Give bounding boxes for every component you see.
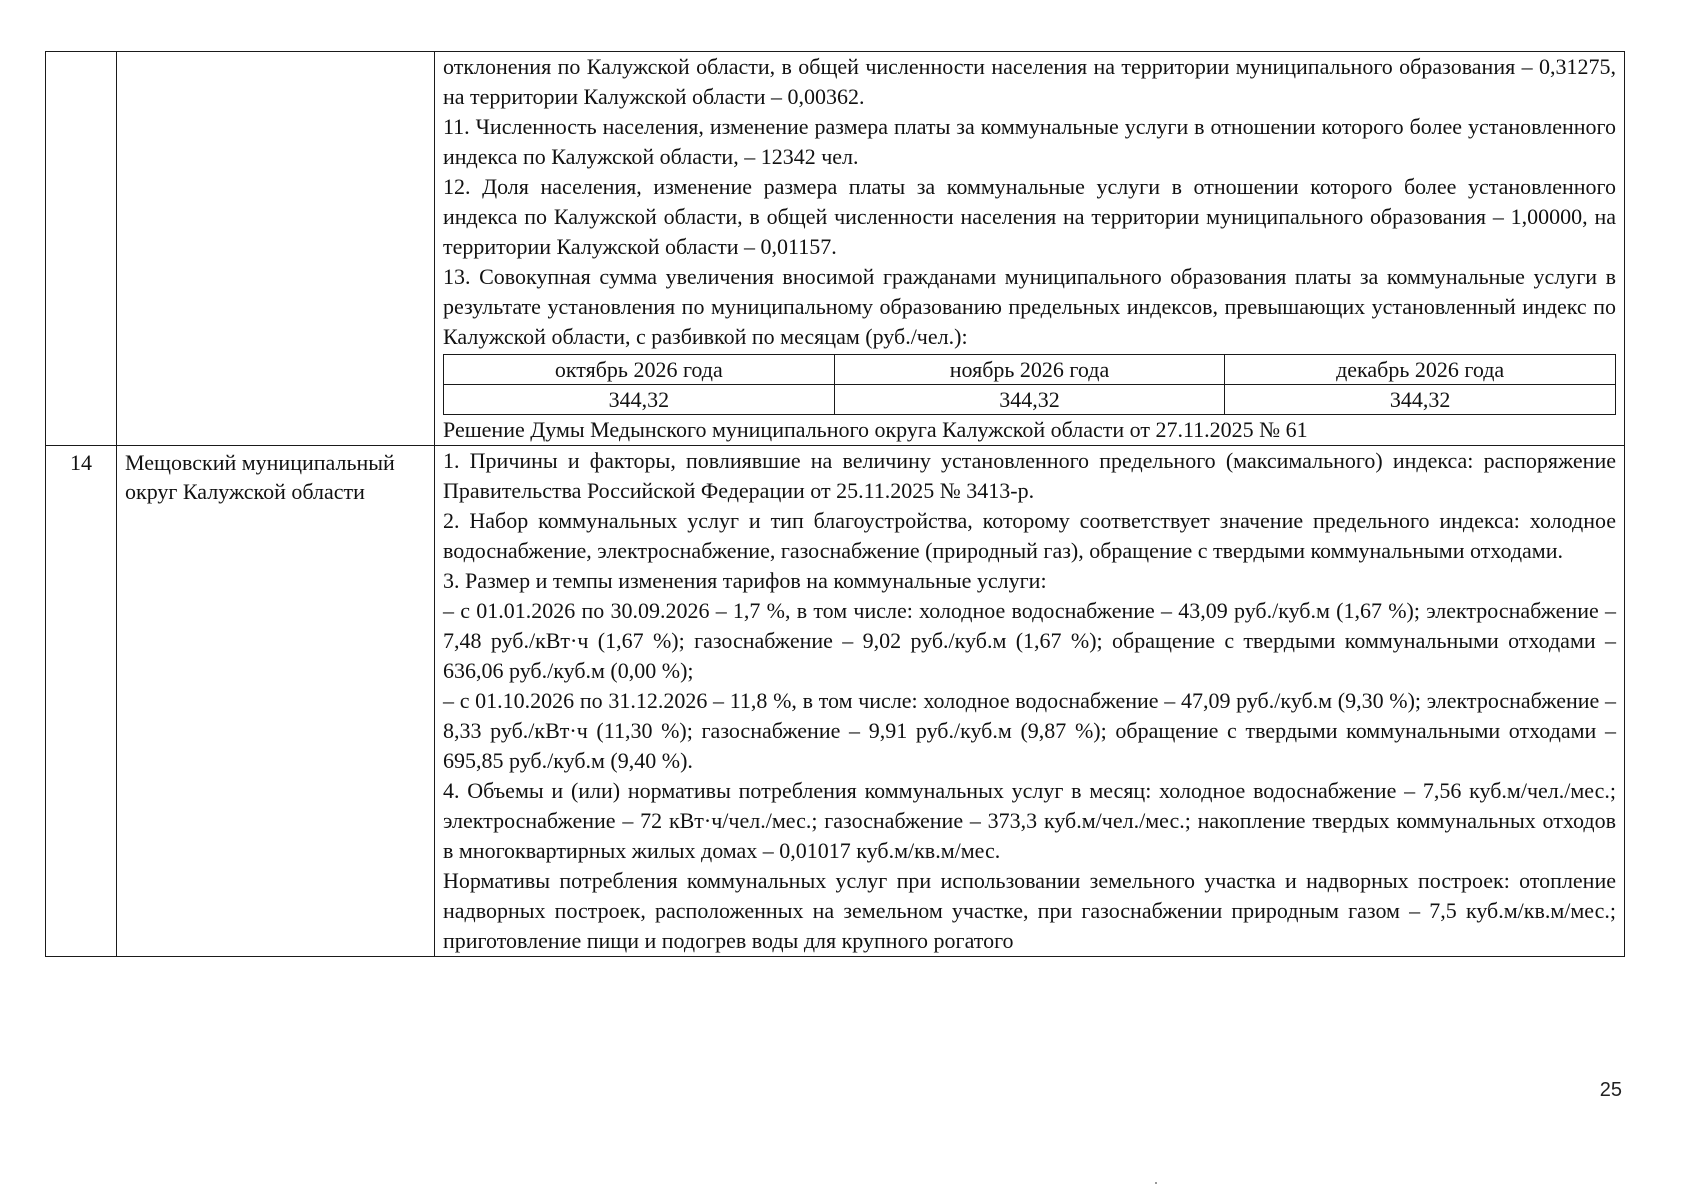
table-row-14 [46,446,1625,957]
item-3-period-2: – с 01.10.2026 по 31.12.2026 – 11,8 %, в том числе: холодное водоснабжение – 47,09 руб./куб.м (9,30 %); электроснабжение – 8,33 руб./кВт·ч (11,30 %); газоснабжение – 9,91 руб./куб.м (9,87 %); обращение с твердыми коммунальными отходами – 695,85 руб./куб.м (9,40 %). [443,688,1616,773]
item-3-tariffs-heading: 3. Размер и темпы изменения тарифов на коммунальные услуги: [443,568,1047,593]
paragraph-13: 13. Совокупная сумма увеличения вносимой гражданами муниципального образования платы за коммунальные услуги в результате установления по муниципальному образованию предельных индексов, превышающих установленный индекс по Калужской области, с разбивкой по месяцам (руб./чел.): [443,264,1616,349]
month-header-october: октябрь 2026 года [444,355,835,385]
table-row-continued [46,52,1625,446]
month-value-october: 344,32 [444,385,835,415]
cell-details-continued [435,52,1625,446]
consumption-norms-land: Нормативы потребления коммунальных услуг при использовании земельного участка и надворных построек: отопление надворных построек, расположенных на земельном участке, при газоснабжении природным газом – 7,5 куб.м/кв.м/мес.; приготовление пищи и подогрев воды для крупного рогатого [443,868,1616,953]
decision-reference: Решение Думы Медынского муниципального округа Калужской области от 27.11.2025 № 61 [443,417,1308,442]
month-value-december: 344,32 [1225,385,1616,415]
paragraph-10-tail: отклонения по Калужской области, в общей численности населения на территории муниципального образования – 0,31275, на территории Калужской области – 0,00362. [443,54,1616,109]
monthly-amount-table [443,354,1616,415]
municipality-name: Мещовский муниципальный округ Калужской области [117,446,435,957]
cell-number-empty [46,52,117,446]
month-header-row [444,355,1616,385]
item-4-consumption: 4. Объемы и (или) нормативы потребления коммунальных услуг в месяц: холодное водоснабжение – 7,56 куб.м/чел./мес.; электроснабжение – 72 кВт·ч/чел./мес.; газоснабжение – 373,3 куб.м/чел./мес.; накопление твердых коммунальных отходов в многоквартирных жилых домах – 0,01017 куб.м/кв.м/мес. [443,778,1616,863]
month-value-november: 344,32 [834,385,1225,415]
row-number: 14 [46,446,117,957]
cell-name-empty [117,52,435,446]
item-3-period-1: – с 01.01.2026 по 30.09.2026 – 1,7 %, в том числе: холодное водоснабжение – 43,09 руб./куб.м (1,67 %); электроснабжение – 7,48 руб./кВт·ч (1,67 %); газоснабжение – 9,02 руб./куб.м (1,67 %); обращение с твердыми коммунальными отходами – 636,06 руб./куб.м (0,00 %); [443,598,1616,683]
month-header-november: ноябрь 2026 года [834,355,1225,385]
month-header-december: декабрь 2026 года [1225,355,1616,385]
page-number: 25 [1599,1079,1622,1101]
item-2-services: 2. Набор коммунальных услуг и тип благоустройства, которому соответствует значение предельного индекса: холодное водоснабжение, электроснабжение, газоснабжение (природный газ), обращение с твердыми коммунальными отходами. [443,508,1616,563]
month-value-row [444,385,1616,415]
paragraph-12: 12. Доля населения, изменение размера платы за коммунальные услуги в отношении которого более установленного индекса по Калужской области, в общей численности населения на территории муниципального образования – 1,00000, на территории Калужской области – 0,01157. [443,174,1616,259]
paragraph-11: 11. Численность населения, изменение размера платы за коммунальные услуги в отношении которого более установленного индекса по Калужской области, – 12342 чел. [443,114,1616,169]
municipal-index-table [45,51,1625,957]
cell-details-14 [435,446,1625,957]
scan-speck [1155,1182,1157,1184]
item-1-reasons: 1. Причины и факторы, повлиявшие на величину установленного предельного (максимального) индекса: распоряжение Правительства Российской Федерации от 25.11.2025 № 3413-р. [443,448,1616,503]
